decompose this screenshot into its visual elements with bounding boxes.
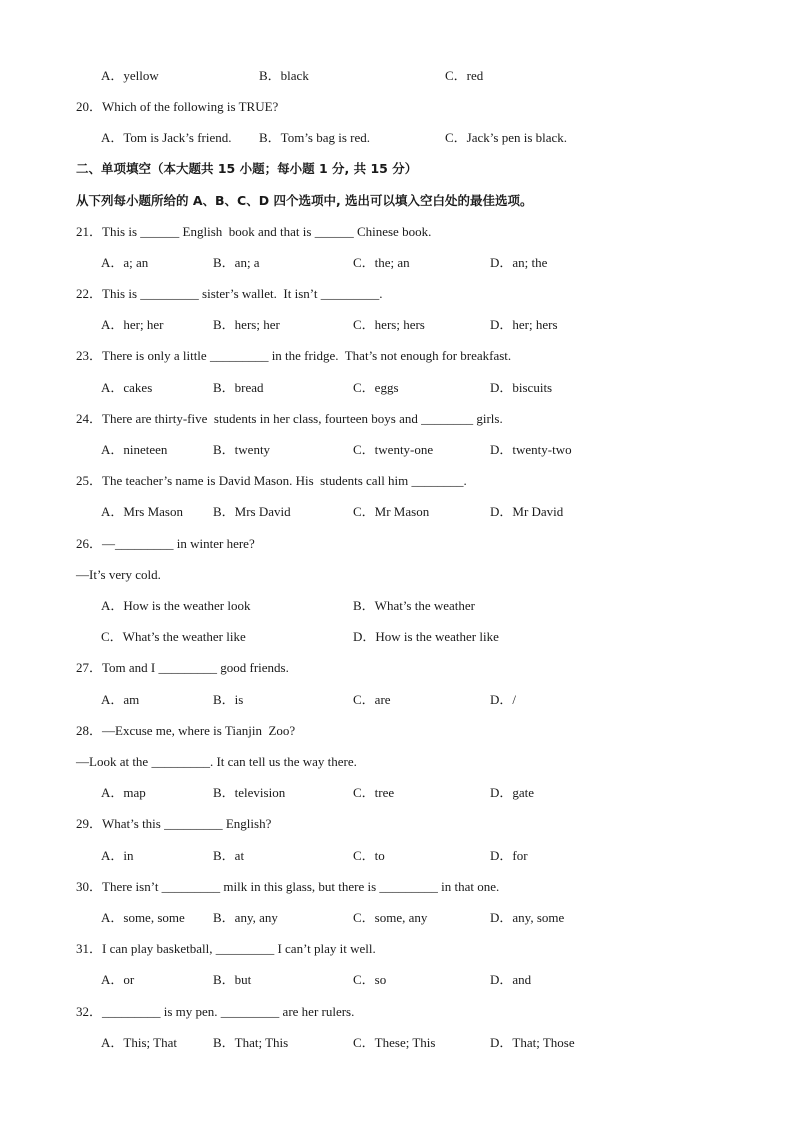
question-stem: 25．The teacher’s name is David Mason. His students call him ________. [76,473,467,488]
answer-option: B．Tom’s bag is red. [259,130,371,145]
answer-option: C．Mr Mason [353,504,430,519]
answer-option: A．Mrs Mason [101,504,183,519]
answer-option: D．How is the weather like [353,629,499,644]
question-stem: 29．What’s this _________ English? [76,816,272,831]
answer-option: A．nineteen [101,442,168,457]
answer-option: B．black [259,68,309,83]
answer-option: A．cakes [101,380,153,395]
answer-option: A．a; an [101,255,149,270]
answer-option: A．her; her [101,317,164,332]
answer-option: C．some, any [353,910,428,925]
answer-option: D．gate [490,785,535,800]
answer-option: A．map [101,785,146,800]
question-stem: 20．Which of the following is TRUE? [76,99,279,114]
question-stem: 26．—_________ in winter here? [76,536,255,551]
answer-option: C．the; an [353,255,410,270]
answer-option: A．am [101,692,140,707]
answer-option: D．That; Those [490,1035,575,1050]
answer-option: D．biscuits [490,380,553,395]
answer-option: A．some, some [101,910,185,925]
question-stem: 27．Tom and I _________ good friends. [76,660,289,675]
dialogue-line: —Look at the _________. It can tell us the way there. [76,754,357,769]
question-stem: 21．This is ______ English book and that is ______ Chinese book. [76,224,432,239]
answer-option: A．in [101,848,134,863]
question-stem: 24．There are thirty-five students in her class, fourteen boys and ________ girls. [76,411,503,426]
answer-option: A．This; That [101,1035,177,1050]
answer-option: D．for [490,848,528,863]
answer-option: D．any, some [490,910,565,925]
answer-option: C．hers; hers [353,317,425,332]
answer-option: A．or [101,972,135,987]
answer-option: B．twenty [213,442,271,457]
question-stem: 28．—Excuse me, where is Tianjin Zoo? [76,723,296,738]
answer-option: C．are [353,692,391,707]
dialogue-line: —It’s very cold. [76,567,161,582]
answer-option: A．yellow [101,68,159,83]
answer-option: C．These; This [353,1035,436,1050]
answer-option: B．What’s the weather [353,598,476,613]
section-heading: 二、单项填空（本大题共 15 小题；每小题 1 分, 共 15 分） [76,161,418,176]
answer-option: C．What’s the weather like [101,629,246,644]
section-heading: 从下列每小题所给的 A、B、C、D 四个选项中, 选出可以填入空白处的最佳选项。 [76,193,533,208]
question-stem: 30．There isn’t _________ milk in this glass, but there is _________ in that one. [76,879,500,894]
answer-option: B．hers; her [213,317,280,332]
answer-option: C．red [445,68,484,83]
answer-option: B．bread [213,380,264,395]
answer-option: A．How is the weather look [101,598,251,613]
question-stem: 23．There is only a little _________ in the fridge. That’s not enough for breakfast. [76,348,512,363]
answer-option: B．That; This [213,1035,289,1050]
answer-option: C．twenty-one [353,442,434,457]
question-stem: 31．I can play basketball, _________ I can’t play it well. [76,941,376,956]
answer-option: B．any, any [213,910,278,925]
answer-option: D．Mr David [490,504,564,519]
answer-option: B．at [213,848,245,863]
answer-option: D．/ [490,692,517,707]
answer-option: D．her; hers [490,317,558,332]
answer-option: A．Tom is Jack’s friend. [101,130,232,145]
answer-option: C．to [353,848,385,863]
answer-option: C．tree [353,785,395,800]
answer-option: B．but [213,972,252,987]
answer-option: B．is [213,692,244,707]
question-stem: 32．_________ is my pen. _________ are her rulers. [76,1004,355,1019]
answer-option: D．and [490,972,532,987]
answer-option: B．an; a [213,255,260,270]
answer-option: B．Mrs David [213,504,291,519]
question-stem: 22．This is _________ sister’s wallet. It isn’t _________. [76,286,383,301]
answer-option: C．Jack’s pen is black. [445,130,568,145]
answer-option: D．twenty-two [490,442,572,457]
answer-option: C．eggs [353,380,399,395]
answer-option: B．television [213,785,286,800]
answer-option: C．so [353,972,387,987]
answer-option: D．an; the [490,255,548,270]
